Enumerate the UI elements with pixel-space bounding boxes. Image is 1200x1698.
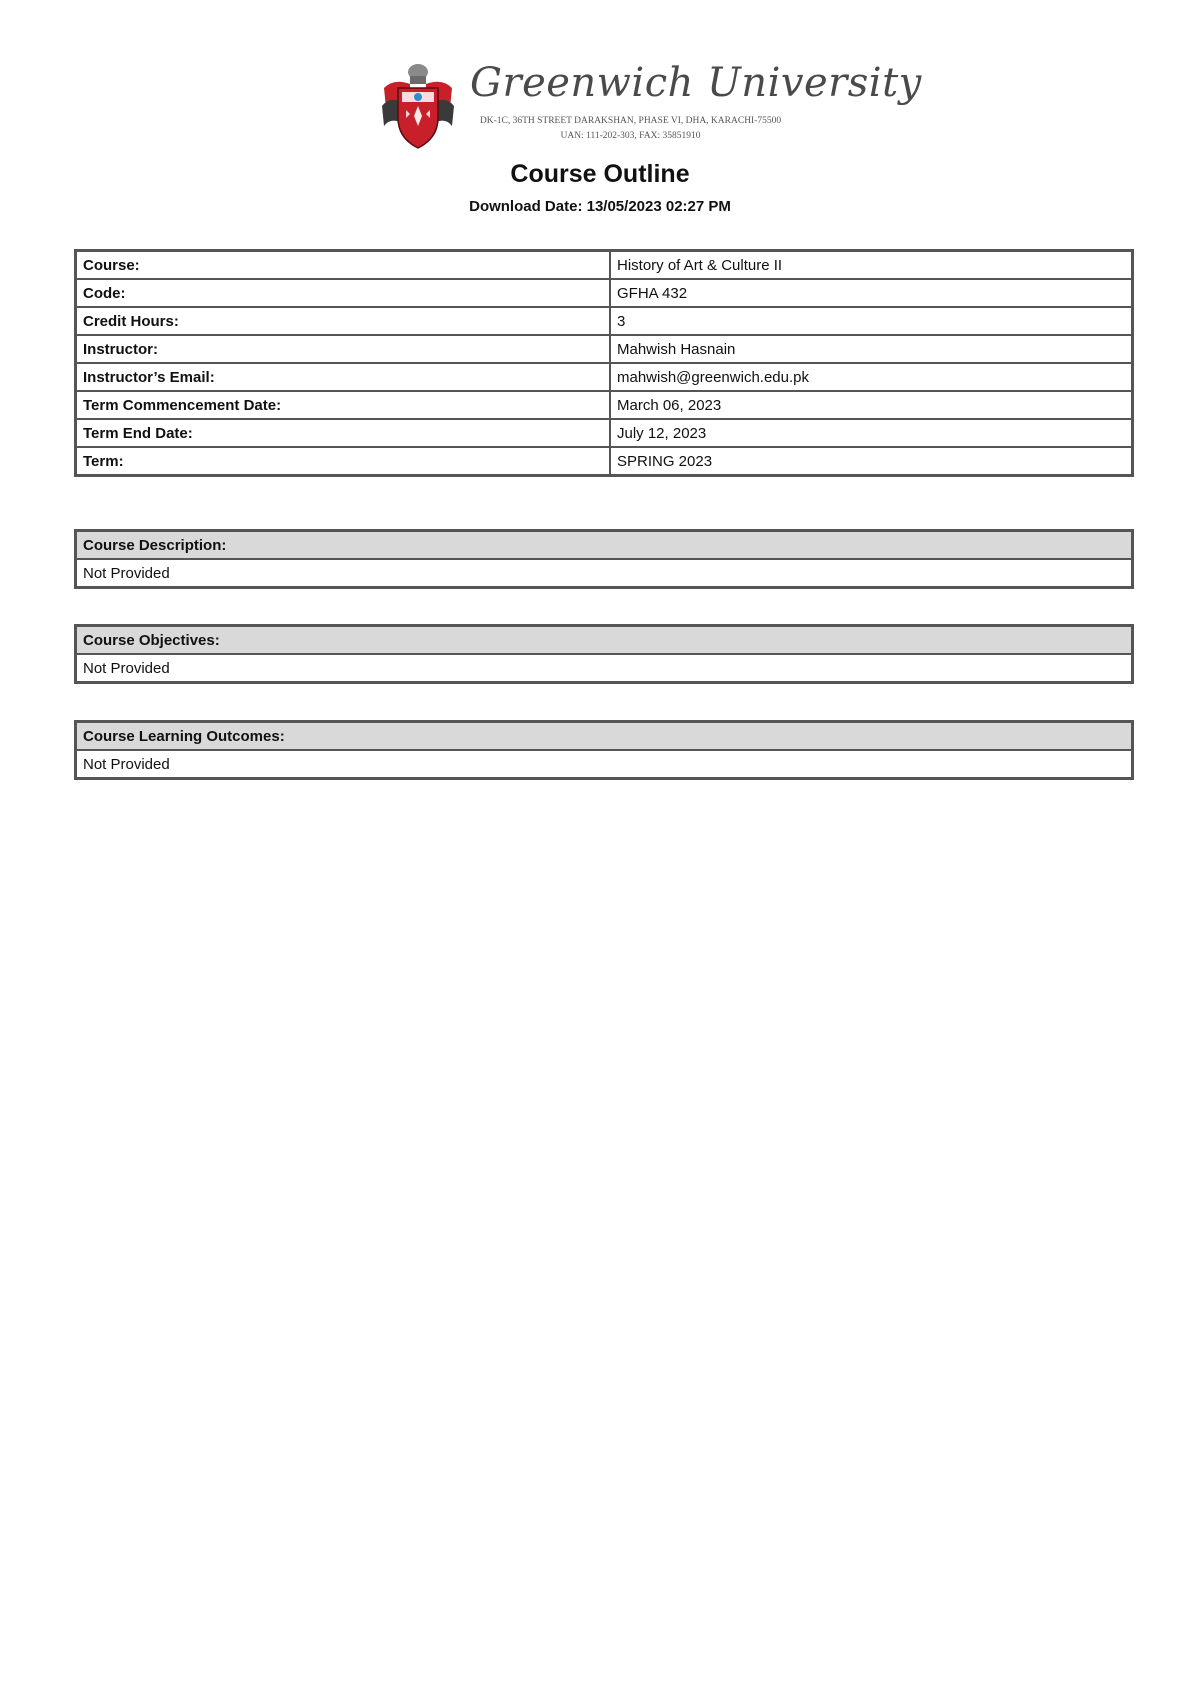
university-name: Greenwich University <box>470 60 922 106</box>
course-objectives-heading: Course Objectives: <box>76 626 1133 655</box>
credit-hours-label: Credit Hours: <box>76 307 611 335</box>
instructor-email-value: mahwish@greenwich.edu.pk <box>610 363 1133 391</box>
credit-hours-value: 3 <box>610 307 1133 335</box>
code-label: Code: <box>76 279 611 307</box>
course-objectives-section <box>74 624 1134 684</box>
course-label: Course: <box>76 251 611 280</box>
university-crest-icon <box>380 62 456 152</box>
table-row <box>76 419 1133 447</box>
university-address: DK-1C, 36TH STREET DARAKSHAN, PHASE VI, DHA, KARACHI-75500 <box>479 116 782 126</box>
instructor-value: Mahwish Hasnain <box>610 335 1133 363</box>
instructor-label: Instructor: <box>76 335 611 363</box>
table-row <box>76 391 1133 419</box>
letterhead <box>0 58 1200 158</box>
table-row <box>76 335 1133 363</box>
course-learning-outcomes-section <box>74 720 1134 780</box>
term-end-value: July 12, 2023 <box>610 419 1133 447</box>
table-row <box>76 251 1133 280</box>
university-uan: UAN: 111-202-303, FAX: 35851910 <box>560 131 701 141</box>
term-commencement-value: March 06, 2023 <box>610 391 1133 419</box>
table-row <box>76 363 1133 391</box>
course-info-table <box>74 249 1134 477</box>
code-value: GFHA 432 <box>610 279 1133 307</box>
table-row <box>76 279 1133 307</box>
course-learning-outcomes-heading: Course Learning Outcomes: <box>76 722 1133 751</box>
course-objectives-content: Not Provided <box>76 654 1133 683</box>
table-row <box>76 447 1133 476</box>
table-row <box>76 307 1133 335</box>
course-description-section <box>74 529 1134 589</box>
course-description-content: Not Provided <box>76 559 1133 588</box>
course-learning-outcomes-content: Not Provided <box>76 750 1133 779</box>
page-title: Course Outline <box>510 160 690 188</box>
course-description-heading: Course Description: <box>76 531 1133 560</box>
course-value: History of Art & Culture II <box>610 251 1133 280</box>
term-value: SPRING 2023 <box>610 447 1133 476</box>
term-commencement-label: Term Commencement Date: <box>76 391 611 419</box>
term-label: Term: <box>76 447 611 476</box>
download-date: Download Date: 13/05/2023 02:27 PM <box>469 198 731 215</box>
term-end-label: Term End Date: <box>76 419 611 447</box>
instructor-email-label: Instructor’s Email: <box>76 363 611 391</box>
